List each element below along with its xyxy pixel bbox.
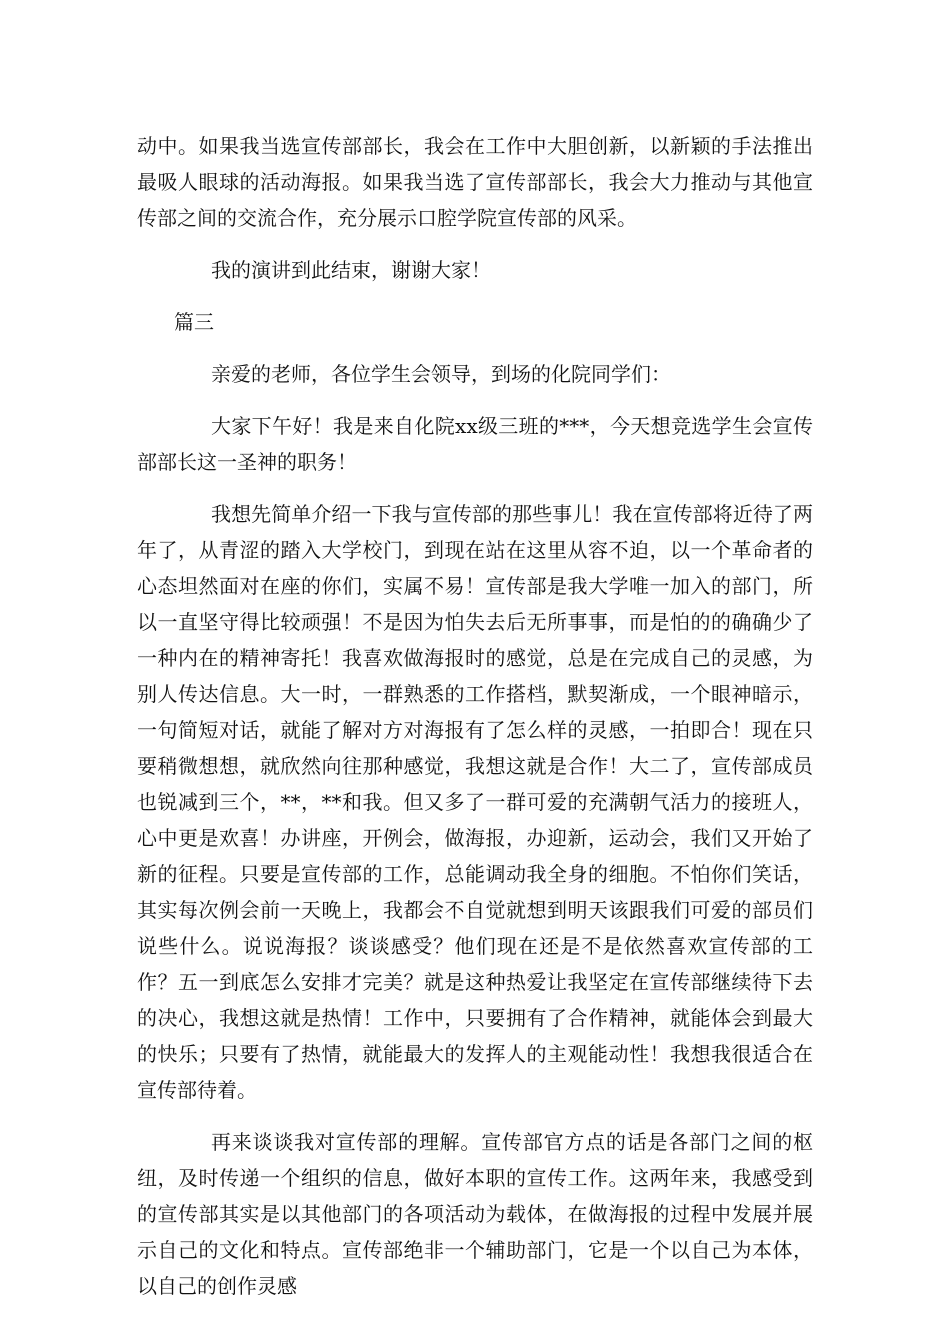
paragraph-closing: 我的演讲到此结束，谢谢大家！ (211, 258, 491, 282)
paragraph-salutation: 亲爱的老师，各位学生会领导，到场的化院同学们： (211, 362, 671, 386)
paragraph-understanding: 再来谈谈我对宣传部的理解。宣传部官方点的话是各部门之间的枢纽，及时传递一个组织的信息，做好本职的宣传工作。这两年来，我感受到的宣传部其实是以其他部门的各项活动为载体，在做海报的过程中发展并展示自己的文化和特点。宣传部绝非一个辅助部门，它是一个以自己为本体，以自己的创作灵感 (137, 1130, 813, 1298)
paragraph-gap (137, 480, 813, 496)
paragraph-gap (137, 340, 813, 356)
paragraph-gap (137, 392, 813, 408)
paragraph-gap (137, 288, 813, 304)
paragraph-continuation: 动中。如果我当选宣传部部长，我会在工作中大胆创新，以新颖的手法推出最吸人眼球的活动海报。如果我当选了宣传部部长，我会大力推动与其他宣传部之间的交流合作，充分展示口腔学院宣传部的风采。 (137, 134, 813, 230)
section-heading: 篇三 (174, 310, 214, 334)
document-body (137, 128, 813, 1304)
paragraph-greeting: 大家下午好！我是来自化院xx级三班的***，今天想竞选学生会宣传部部长这一圣神的职务！ (137, 414, 813, 474)
paragraph-experience: 我想先简单介绍一下我与宣传部的那些事儿！我在宣传部将近待了两年了，从青涩的踏入大学校门，到现在站在这里从容不迫，以一个革命者的心态坦然面对在座的你们，实属不易！宣传部是我大学唯一加入的部门，所以一直坚守得比较顽强！不是因为怕失去后无所事事，而是怕的的确确少了一种内在的精神寄托！我喜欢做海报时的感觉，总是在完成自己的灵感，为别人传达信息。大一时，一群熟悉的工作搭档，默契渐成，一个眼神暗示，一句简短对话，就能了解对方对海报有了怎么样的灵感，一拍即合！现在只要稍微想想，就欣然向往那种感觉，我想这就是合作！大二了，宣传部成员也锐减到三个，**，**和我。但又多了一群可爱的充满朝气活力的接班人，心中更是欢喜！办讲座，开例会，做海报，办迎新，运动会，我们又开始了新的征程。只要是宣传部的工作，总能调动我全身的细胞。不怕你们笑话，其实每次例会前一天晚上，我都会不自觉就想到明天该跟我们可爱的部员们说些什么。说说海报？谈谈感受？他们现在还是不是依然喜欢宣传部的工作？五一到底怎么安排才完美？就是这种热爱让我坚定在宣传部继续待下去的决心，我想这就是热情！工作中，只要拥有了合作精神，就能体会到最大的快乐；只要有了热情，就能最大的发挥人的主观能动性！我想我很适合在宣传部待着。 (137, 502, 813, 1102)
paragraph-gap (137, 1108, 813, 1124)
paragraph-gap (137, 236, 813, 252)
